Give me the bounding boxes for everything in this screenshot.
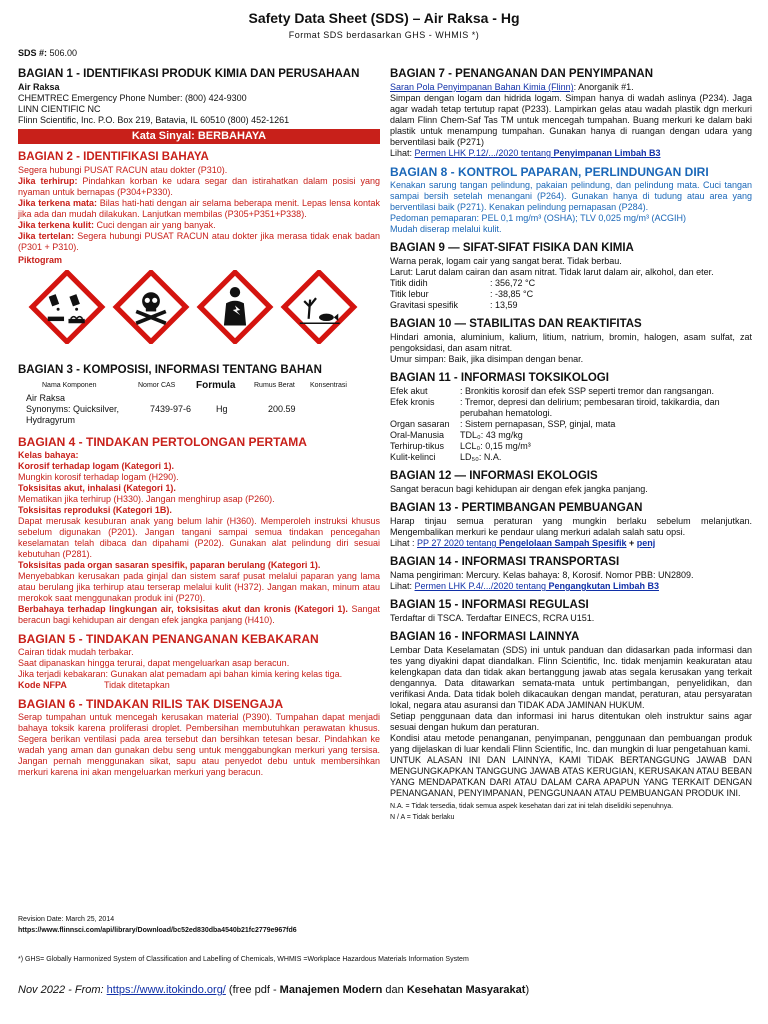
company-name: LINN CIENTIFIC NC <box>18 104 101 114</box>
section-4-title: BAGIAN 4 - TINDAKAN PERTOLONGAN PERTAMA <box>18 435 307 449</box>
health-hazard-pictogram <box>196 270 274 344</box>
pictogram-row <box>28 270 380 344</box>
document-subtitle: Format SDS berdasarkan GHS - WHMIS *) <box>288 30 480 40</box>
section-6-title: BAGIAN 6 - TINDAKAN RILIS TAK DISENGAJA <box>18 697 284 711</box>
pengelolaan-sampah-link[interactable]: Pengelolaan Sampah Spesifik <box>496 538 627 548</box>
section-10-title: BAGIAN 10 — STABILITAS DAN REAKTIFITAS <box>390 318 642 330</box>
footer-credit: Nov 2022 - From: https://www.itokindo.org/ (free pdf - Manajemen Modern dan Kesehatan Masyarakat) <box>18 984 530 996</box>
company-address: Flinn Scientific, Inc. P.O. Box 219, Batavia, IL 60510 (800) 452-1261 <box>18 115 290 125</box>
eye-contact-text: Jika terkena mata: Bilas hati-hati dengan air selama beberapa menit. Lepas lensa kontak jika ada dan mudah dilakukan. Lanjutkan membilas (P305+P351+P338). <box>18 198 380 219</box>
product-name: Air Raksa <box>18 82 60 92</box>
hazard-class-label: Kelas bahaya: <box>18 450 79 460</box>
permen-lhk-p4-link[interactable]: Permen LHK P.4/.../2020 tentang <box>414 581 546 591</box>
source-url: https://www.flinnsci.com/api/library/Download/bc52ed830dba4540b21fc2779e967fd6 <box>18 927 297 934</box>
section-5-title: BAGIAN 5 - TINDAKAN PENANGANAN KEBAKARAN <box>18 632 319 646</box>
skull-crossbones-pictogram <box>112 270 190 344</box>
section-12-title: BAGIAN 12 — INFORMASI EKOLOGIS <box>390 470 598 482</box>
section-2-title: BAGIAN 2 - IDENTIFIKASI BAHAYA <box>18 151 209 163</box>
section-7-title: BAGIAN 7 - PENANGANAN DAN PENYIMPANAN <box>390 68 654 80</box>
left-column: BAGIAN 1 - IDENTIFIKASI PRODUK KIMIA DAN PERUSAHAAN Air Raksa CHEMTREC Emergency Phone Number: (800) 424-9300 LINN CIENTIFIC NC Flinn Scientific, Inc. P.O. Box 219, Batavia, IL 60510 (800) 452-1261 Kata Sinyal: BERBAHAYA BAGIAN 2 - IDENTIFIKASI BAHAYA Segera hubungi PUSAT RACUN atau dokter (P310). Jika terhirup: Pindahkan korban ke udara segar dan istirahatkan dalam posisi yang nyaman untuk bernapas (P304+P330). Jika terkena mata: Bilas hati-hati dengan air selama beberapa menit. Lepas lensa kontak jika ada dan mudah dilakukan. Lanjutkan membilas (P305+P351+P338). Jika terkena kulit: Cuci dengan air yang banyak. Jika tertelan: Segera hubungi PUSAT RACUN atau dokter jika merasa tidak enak badan (P301 + P310). Piktogram BAGIAN 3 - KOMPOSISI, INFORMASI TENTANG BAHAN Nama Komponen Nomor CAS Formula Rumus Berat Konsentrasi Air Raksa Synonyms: Quicksilver, Hydragyrum 7439-97-6 Hg 200.59 BAGIAN 4 - TINDAKAN PERTOLONGAN PERTAMA Kelas bahaya: Korosif terhadap logam (Kategori 1). Mungkin korosif terhadap logam (H290). Toksisitas akut, inhalasi (Kategori 1). Mematikan jika terhirup (H330). Jangan menghirup asap (P260). Toksisitas reproduksi (Kategori 1B). Dapat merusak kesuburan anak yang belum lahir (H360). Memperoleh instruksi khusus sebelum digunakan (P201). Jangan tangani sampai semua tindakan pencegahan keselamatan telah dibaca dan dipahami (P202). Gunakan alat pelindung diri sesuai kebutuhan (P281). Toksisitas pada organ sasaran spesifik, paparan berulang (Kategori 1). Menyebabkan kerusakan pada ginjal dan sistem saraf pusat melalui paparan yang lama atau berulang jika terhirup atau terserap melalui kulit (H372). Jangan makan, minum atau merokok saat menggunakan produk ini (P270). Berbahaya terhadap lingkungan air, toksisitas akut dan kronis (Kategori 1). Sangat beracun bagi kehidupan air dengan efek jangka panjang (H410). BAGIAN 5 - TINDAKAN PENANGANAN KEBAKARAN Cairan tidak mudah terbakar. Saat dipanaskan hingga terurai, dapat mengeluarkan asap beracun. Jika terjadi kebakaran: Gunakan alat pemadam api bahan kimia kering kelas tiga. Kode NFPA Tidak ditetapkan BAGIAN 6 - TINDAKAN RILIS TAK DISENGAJA Serap tumpahan untuk mencegah kerusakan material (P390). Tumpahan dapat menjadi bahaya toksik karena proliferasi droplet. Pembersihan membutuhkan perawatan khusus. Segera berikan ventilasi pada area tersebut dan bersihkan tetesan besar. Pindahkan ke wadah yang aman dan gunakan debu seng untuk menggabungkan merkuri yang tersisa. Jangan pernah menggunakan sikat, sapu atau penyedot debu untuk membersihkan merkuri karena ini akan mengeluarkan merkuri yang beracun. <box>18 68 381 777</box>
nfpa-code: Kode NFPA Tidak ditetapkan <box>18 680 170 690</box>
section-8-title: BAGIAN 8 - KONTROL PAPARAN, PERLINDUNGAN DIRI <box>390 165 709 179</box>
pengangkutan-limbah-link[interactable]: Pengangkutan Limbah B3 <box>545 581 659 591</box>
inhalation-text: Jika terhirup: Pindahkan korban ke udara segar dan istirahatkan dalam posisi yang nyaman untuk bernapas (P304+P330). <box>18 176 380 197</box>
skin-contact-text: Jika terkena kulit: Cuci dengan air yang banyak. <box>18 220 216 230</box>
section-14-title: BAGIAN 14 - INFORMASI TRANSPORTASI <box>390 556 620 568</box>
section-13-title: BAGIAN 13 - PERTIMBANGAN PEMBUANGAN <box>390 502 643 514</box>
itokindo-link[interactable]: https://www.itokindo.org/ <box>106 984 226 996</box>
signal-word-banner: Kata Sinyal: BERBAHAYA <box>18 129 380 144</box>
storage-pattern-link[interactable]: Saran Pola Penyimpanan Bahan Kimia (Flinn) <box>390 82 574 92</box>
pp-27-2020-link[interactable]: PP 27 2020 tentang <box>417 538 497 548</box>
section-11-title: BAGIAN 11 - INFORMASI TOKSIKOLOGI <box>390 372 609 384</box>
revision-info: Revision Date: March 25, 2014 https://www.flinnsci.com/api/library/Download/bc52ed830dba4540b21fc2779e967fd6 <box>18 916 297 934</box>
composition-row: Air Raksa Synonyms: Quicksilver, Hydragyrum 7439-97-6 Hg 200.59 <box>26 393 296 425</box>
section-1-title: BAGIAN 1 - IDENTIFIKASI PRODUK KIMIA DAN PERUSAHAAN <box>18 68 360 80</box>
section-16-title: BAGIAN 16 - INFORMASI LAINNYA <box>390 631 580 643</box>
corrosion-pictogram <box>28 270 106 344</box>
penyimpanan-limbah-link[interactable]: Penyimpanan Limbah B3 <box>550 148 661 158</box>
section-3-title: BAGIAN 3 - KOMPOSISI, INFORMASI TENTANG BAHAN <box>18 364 322 376</box>
swallowing-text: Jika tertelan: Segera hubungi PUSAT RACUN atau dokter jika merasa tidak enak badan (P301 + P310). <box>18 231 380 252</box>
poison-center-text: Segera hubungi PUSAT RACUN atau dokter (P310). <box>18 165 228 175</box>
document-title: Safety Data Sheet (SDS) – Air Raksa - Hg <box>248 10 520 26</box>
section-9-title: BAGIAN 9 — SIFAT-SIFAT FISIKA DAN KIMIA <box>390 242 634 254</box>
permen-lhk-p12-link[interactable]: Permen LHK P.12/.../2020 tentang <box>414 148 551 158</box>
pictogram-label: Piktogram <box>18 255 63 265</box>
environment-pictogram <box>280 270 358 344</box>
right-column: BAGIAN 7 - PENANGANAN DAN PENYIMPANAN Saran Pola Penyimpanan Bahan Kimia (Flinn): Anorganik #1. Simpan dengan logam dan hidrida logam. Simpan hanya di wadah aslinya (P234). Jaga agar wadah tetap tertutup rapat (P233). Lampirkan gelas atau wadah plastik dgn merkuri dalam Flinn Chem-Saf Tas TM untuk mencegah tumpahan. Buang merkuri ke dalam baki plastik untuk menampung tumpahan. Gunakan hanya di ruangan dengan udara yang berventilasi baik (P271) Lihat: Permen LHK P.12/.../2020 tentang Penyimpanan Limbah B3 BAGIAN 8 - KONTROL PAPARAN, PERLINDUNGAN DIRI Kenakan sarung tangan pelindung, pakaian pelindung, dan pelindung mata. Cuci tangan sampai bersih setelah menangani (P264). Gunakan hanya di tudung atau area yang berventilasi baik (P271). Kenakan pelindung pernapasan (P284). Pedoman pemaparan: PEL 0,1 mg/m³ (OSHA); TLV 0,025 mg/m³ (ACGIH) Mudah diserap melalui kulit. BAGIAN 9 — SIFAT-SIFAT FISIKA DAN KIMIA Warna perak, logam cair yang sangat berat. Tidak berbau. Larut: Larut dalam cairan dan asam nitrat. Tidak larut dalam air, alkohol, dan eter. Titik didih : 356,72 °C Titik lebur : -38,85 °C Gravitasi spesifik : 13,59 BAGIAN 10 — STABILITAS DAN REAKTIFITAS Hindari amonia, aluminium, kalium, litium, natrium, bromin, halogen, asam sulfat, zat pengoksidasi, dan asam nitrat. Umur simpan: Baik, jika disimpan dengan benar. BAGIAN 11 - INFORMASI TOKSIKOLOGI Efek akut : Bronkitis korosif dan efek SSP seperti tremor dan rangsangan. Efek kronis : Tremor, depresi dan delirium; pembesaran tiroid, takikardia, dan perubahan hematologi. Organ sasaran : Sistem pernapasan, SSP, ginjal, mata Oral-Manusia TDL₀: 43 mg/kg Terhirup-tikus LCL₀: 0,15 mg/m³ Kulit-kelinci LD₅₀: N.A. BAGIAN 12 — INFORMASI EKOLOGIS Sangat beracun bagi kehidupan air dengan efek jangka panjang. BAGIAN 13 - PERTIMBANGAN PEMBUANGAN Harap tinjau semua peraturan yang mungkin berlaku sebelum melanjutkan. Mengembalikan merkuri ke pendaur ulang merkuri adalah salah satu opsi. Lihat : PP 27 2020 tentang Pengelolaan Sampah Spesifik + penj BAGIAN 14 - INFORMASI TRANSPORTASI Nama pengiriman: Mercury. Kelas bahaya: 8, Korosif. Nomor PBB: UN2809. Lihat: Permen LHK P.4/.../2020 tentang Pengangkutan Limbah B3 BAGIAN 15 - INFORMASI REGULASI Terdaftar di TSCA. Terdaftar EINECS, RCRA U151. BAGIAN 16 - INFORMASI LAINNYA Lembar Data Keselamatan (SDS) ini untuk panduan dan didasarkan pada informasi dan tes yang diyakini dapat diandalkan. Flinn Scientific, Inc. tidak menjamin keakuratan atau kelengkapan data dan tidak akan bertanggung jawab atas segala kerusakan yang terkait dengannya. Data ditawarkan semata-mata untuk pertimbangan, penyelidikan, dan verifikasi Anda. Data tidak boleh dikacaukan dengan mandat, peraturan, atau persyaratan lokal, negara atau asuransi dan TIDAK ADA JAMINAN HUKUM. Setiap penggunaan data dan informasi ini harus ditentukan oleh instruktur sains agar sesuai dengan hukum dan peraturan. Kondisi atau metode penanganan, penyimpanan, penggunaan dan pembuangan produk yang dijelaskan di luar kendali Flinn Scientific, Inc. dan mungkin di luar pengetahuan kami. UNTUK ALASAN INI DAN LAINNYA, KAMI TIDAK BERTANGGUNG JAWAB DAN MENGUNGKAPKAN TANGGUNG JAWAB ATAS KERUGIAN, KERUSAKAN ATAU BEBAN YANG MENDAPATKAN DARI ATAU DALAM CARA APAPUN YANG TERKAIT DENGAN PENANGANAN, PENYIMPANAN, PENGGUNAAN ATAU PEMBUANGAN PRODUK INI. N.A. = Tidak tersedia, tidak semua aspek kesehatan dari zat ini telah diselidiki sepenuhnya. N / A = Tidak berlaku <box>390 68 752 821</box>
emergency-phone: CHEMTREC Emergency Phone Number: (800) 424-9300 <box>18 93 247 103</box>
section-15-title: BAGIAN 15 - INFORMASI REGULASI <box>390 599 589 611</box>
ghs-footnote: *) GHS= Globally Harmonized System of Classification and Labelling of Chemicals, WHMIS =Workplace Hazardous Materials Information System <box>18 956 469 963</box>
sds-number: SDS #: 506.00 <box>18 48 78 58</box>
composition-header: Nama Komponen Nomor CAS Formula Rumus Berat Konsentrasi <box>42 380 347 391</box>
penj-link[interactable]: penj <box>636 538 656 548</box>
